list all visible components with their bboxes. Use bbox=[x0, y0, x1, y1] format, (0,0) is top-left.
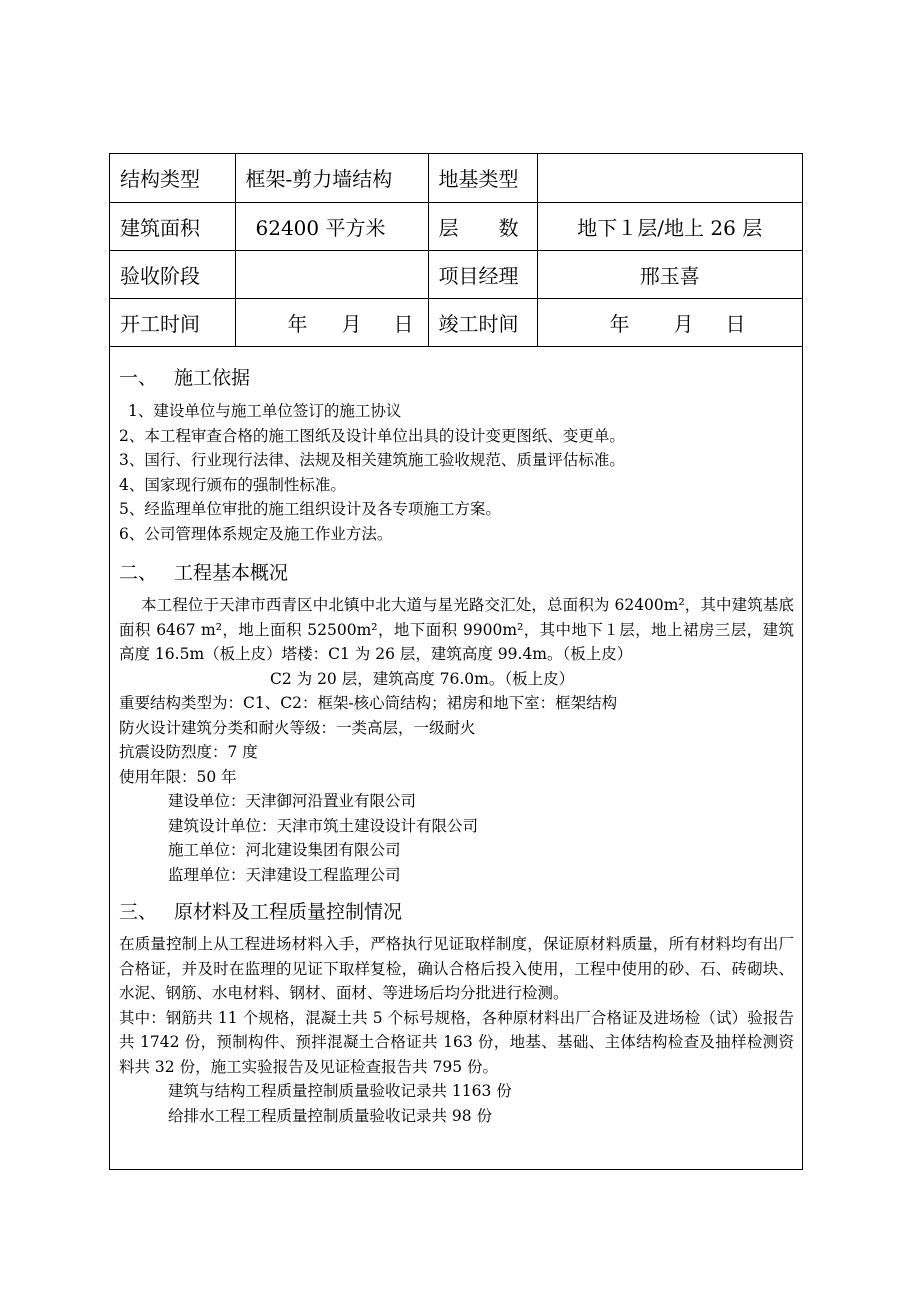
project-manager-value: 邢玉喜 bbox=[537, 250, 802, 298]
start-day: 日 bbox=[393, 311, 414, 336]
acceptance-record-line: 建筑与结构工程质量控制质量验收记录共 1163 份 bbox=[168, 1082, 512, 1100]
section1-heading bbox=[119, 363, 794, 390]
completion-date-value bbox=[537, 298, 802, 346]
participating-unit: 建设单位：天津御河沿置业有限公司 bbox=[168, 792, 417, 810]
acceptance-record-line: 给排水工程工程质量控制质量验收记录共 98 份 bbox=[168, 1106, 493, 1125]
floors-label: 层 数 bbox=[428, 202, 537, 250]
section2-title: 工程基本概况 bbox=[174, 562, 289, 584]
acceptance-stage-value bbox=[235, 250, 428, 298]
start-date-value bbox=[235, 298, 428, 346]
participating-unit: 施工单位：河北建设集团有限公司 bbox=[168, 841, 401, 859]
basis-item: 2、本工程审查合格的施工图纸及设计单位出具的设计变更图纸、变更单。 bbox=[119, 426, 625, 445]
materials-statistics-paragraph: 其中：钢筋共 11 个规格，混凝土共 5 个标号规格，各种原材料出厂合格证及进场检（试）验报告共 1742 份，预制构件、预拌混凝土合格证共 163 份，地基、基础、主体结构检查及抽样检测资料共 32 份，施工实验报告及见证检查报告共 795 份。 bbox=[119, 1008, 794, 1076]
quality-control-paragraph: 在质量控制上从工程进场材料入手，严格执行见证取样制度，保证原材料质量，所有材料均有出厂合格证，并及时在监理的见证下取样复检，确认合格后投入使用，工程中使用的砂、石、砖砌块、水泥、钢筋、水电材料、钢材、面材、等进场后均分批进行检测。 bbox=[119, 935, 794, 1002]
section3-content bbox=[119, 932, 794, 1128]
info-row-structure bbox=[110, 154, 802, 202]
structure-type-label: 结构类型 bbox=[110, 154, 235, 202]
section2-heading bbox=[119, 558, 794, 585]
basis-item: 1、建设单位与施工单位签订的施工协议 bbox=[128, 402, 402, 420]
basis-item: 3、国行、行业现行法律、法规及相关建筑施工验收规范、质量评估标准。 bbox=[119, 451, 625, 469]
structure-type-value: 框架-剪力墙结构 bbox=[235, 154, 428, 202]
project-info-table bbox=[110, 154, 802, 347]
completion-date-label: 竣工时间 bbox=[428, 298, 537, 346]
project-overview-paragraph: 本工程位于天津市西青区中北镇中北大道与星光路交汇处，总面积为 62400m²，其中建筑基底面积 6467 m²，地上面积 52500m²，地下面积 9900m²，其中地下１层，地上裙房三层，建筑高度 16.5m（板上皮）塔楼：C1 为 26 层，建筑高度 99.4m。（板上皮） bbox=[119, 596, 794, 663]
completion-day: 日 bbox=[725, 311, 746, 336]
foundation-type-value bbox=[537, 154, 802, 202]
start-month: 月 bbox=[341, 311, 362, 336]
info-row-dates bbox=[110, 298, 802, 346]
section3-heading bbox=[119, 897, 794, 924]
overview-line: 重要结构类型为：C1、C2：框架-核心筒结构；裙房和地下室：框架结构 bbox=[119, 694, 618, 712]
participating-unit: 建筑设计单位：天津市筑土建设设计有限公司 bbox=[168, 816, 479, 835]
acceptance-report-sheet bbox=[109, 153, 803, 1170]
start-date-label: 开工时间 bbox=[110, 298, 235, 346]
overview-line: 抗震设防烈度：7 度 bbox=[119, 743, 258, 761]
report-body bbox=[110, 351, 802, 1128]
completion-year: 年 bbox=[609, 311, 630, 336]
foundation-type-label: 地基类型 bbox=[428, 154, 537, 202]
section1-title: 施工依据 bbox=[174, 367, 251, 389]
info-row-stage bbox=[110, 250, 802, 298]
basis-item: 6、公司管理体系规定及施工作业方法。 bbox=[119, 524, 393, 543]
info-row-area bbox=[110, 202, 802, 250]
section3-number: 三、 bbox=[119, 901, 158, 923]
floors-value: 地下１层/地上 26 层 bbox=[537, 202, 802, 250]
completion-month: 月 bbox=[673, 311, 694, 336]
overview-line: 使用年限：50 年 bbox=[119, 767, 237, 786]
start-year: 年 bbox=[287, 311, 308, 336]
section3-title: 原材料及工程质量控制情况 bbox=[174, 901, 403, 923]
basis-item: 5、经监理单位审批的施工组织设计及各专项施工方案。 bbox=[119, 500, 501, 518]
participating-unit: 监理单位：天津建设工程监理公司 bbox=[168, 865, 401, 884]
overview-line: 防火设计建筑分类和耐火等级：一类高层，一级耐火 bbox=[119, 718, 476, 737]
project-manager-label: 项目经理 bbox=[428, 250, 537, 298]
building-area-label: 建筑面积 bbox=[110, 202, 235, 250]
acceptance-stage-label: 验收阶段 bbox=[110, 250, 235, 298]
c2-tower-line: C2 为 20 层，建筑高度 76.0m。（板上皮） bbox=[270, 669, 575, 688]
building-area-value: 62400 平方米 bbox=[235, 202, 428, 250]
basis-item: 4、国家现行颁布的强制性标准。 bbox=[119, 475, 346, 494]
section1-number: 一、 bbox=[119, 367, 158, 389]
section2-number: 二、 bbox=[119, 562, 158, 584]
section2-content bbox=[119, 593, 794, 887]
section1-list bbox=[119, 399, 794, 546]
